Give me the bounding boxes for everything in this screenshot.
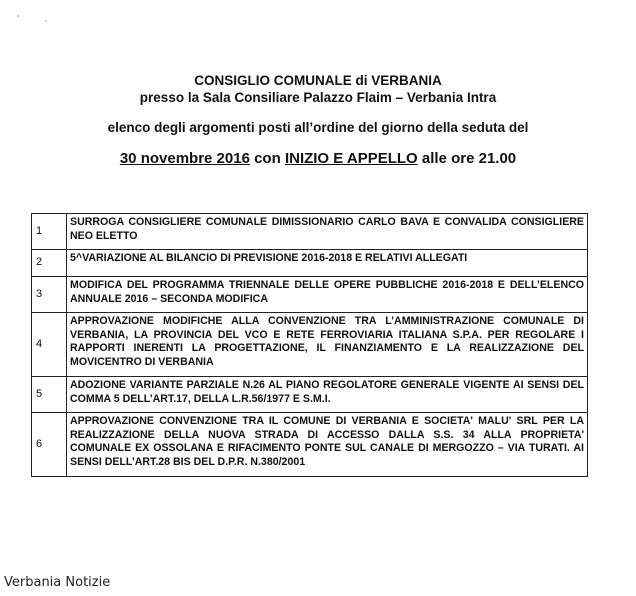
agenda-number: 6 (32, 413, 67, 477)
agenda-number: 4 (32, 313, 67, 377)
agenda-item: MODIFICA DEL PROGRAMMA TRIENNALE DELLE OPERE PUBBLICHE 2016-2018 E DELL’ELENCO ANNUALE 2016 – SECONDA MODIFICA (67, 277, 588, 313)
session-date-line (0, 150, 636, 167)
agenda-number: 2 (32, 250, 67, 277)
agenda-row (32, 313, 588, 377)
agenda-item: SURROGA CONSIGLIERE COMUNALE DIMISSIONARIO CARLO BAVA E CONVALIDA CONSIGLIERE NEO ELETTO (67, 214, 588, 250)
date-connector: con (249, 150, 285, 167)
agenda-item: ADOZIONE VARIANTE PARZIALE N.26 AL PIANO REGOLATORE GENERALE VIGENTE AI SENSI DEL COMMA 5 DELL’ART.17, DELLA L.R.56/1977 E S.M.I. (67, 377, 588, 413)
agenda-row (32, 214, 588, 250)
agenda-item: 5^VARIAZIONE AL BILANCIO DI PREVISIONE 2016-2018 E RELATIVI ALLEGATI (67, 250, 588, 277)
agenda-number: 3 (32, 277, 67, 313)
session-time: alle ore 21.00 (417, 150, 517, 167)
agenda-number: 1 (32, 214, 67, 250)
scan-specks (14, 8, 74, 28)
agenda-number: 5 (32, 377, 67, 413)
agenda-item: APPROVAZIONE MODIFICHE ALLA CONVENZIONE TRA L’AMMINISTRAZIONE COMUNALE DI VERBANIA, LA PROVINCIA DEL VCO E RETE FERROVIARIA ITALIANA S.P.A. PER REGOLARE I RAPPORTI INERENTI LA PROGETTAZIONE, IL FINANZIAMENTO E LA REALIZZAZIONE DEL MOVICENTRO DI VERBANIA (67, 313, 588, 377)
session-date: 30 novembre 2016 (119, 150, 250, 167)
agenda-table (31, 213, 588, 477)
agenda-row (32, 413, 588, 477)
agenda-row (32, 377, 588, 413)
venue-line: presso la Sala Consiliare Palazzo Flaim – Verbania Intra (139, 90, 497, 105)
watermark-caption: Verbania Notizie (4, 575, 111, 590)
agenda-row (32, 277, 588, 313)
session-start: INIZIO E APPELLO (284, 150, 418, 167)
agenda-item: APPROVAZIONE CONVENZIONE TRA IL COMUNE DI VERBANIA E SOCIETA' MALU' SRL PER LA REALIZZAZIONE DELLA NUOVA STRADA DI ACCESSO DALLA S.S. 34 ALLA PROPRIETA' COMUNALE EX OSSOLANA E RIFACIMENTO PONTE SUL CANALE DI MERGOZZO – VIA TURATI. AI SENSI DELL’ART.28 BIS DEL D.P.R. N.380/2001 (67, 413, 588, 477)
agenda-intro: elenco degli argomenti posti all’ordine del giorno della seduta del (107, 120, 529, 135)
council-title: CONSIGLIO COMUNALE di VERBANIA (194, 73, 442, 88)
agenda-row (32, 250, 588, 277)
